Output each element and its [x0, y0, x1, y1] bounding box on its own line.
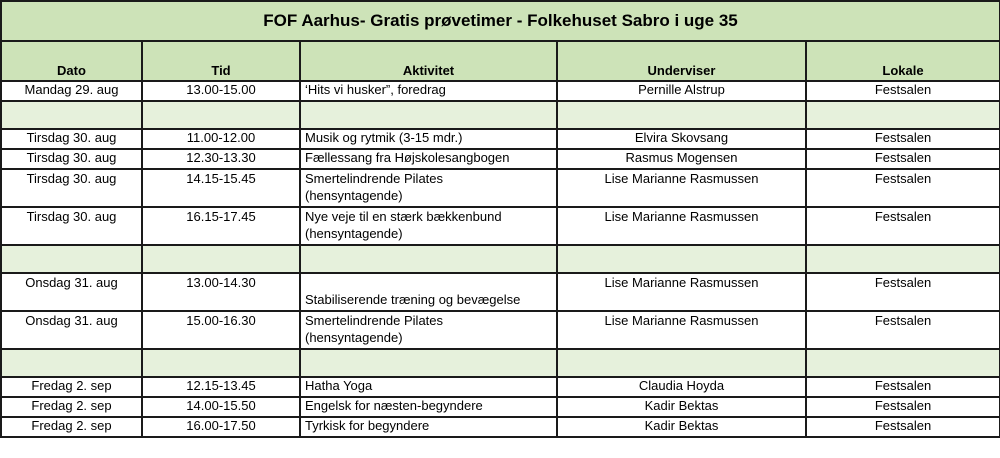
cell-dato: Fredag 2. sep: [1, 397, 142, 417]
header-tid: Tid: [142, 41, 300, 81]
cell-tid: 14.00-15.50: [142, 397, 300, 417]
cell-underviser: Lise Marianne Rasmussen: [557, 273, 806, 311]
cell-lokale: Festsalen: [806, 377, 1000, 397]
aktivitet-line-1: Smertelindrende Pilates: [305, 313, 444, 328]
cell-tid: 12.15-13.45: [142, 377, 300, 397]
cell-dato: Fredag 2. sep: [1, 417, 142, 437]
cell-underviser: Pernille Alstrup: [557, 81, 806, 101]
cell-dato: Tirsdag 30. aug: [1, 169, 142, 207]
cell-lokale: Festsalen: [806, 129, 1000, 149]
table-title: FOF Aarhus- Gratis prøvetimer - Folkehuset Sabro i uge 35: [1, 1, 1000, 41]
aktivitet-line-2: (hensyntagende): [305, 330, 403, 345]
separator-row: [1, 245, 1000, 273]
aktivitet-line-1: Smertelindrende Pilates: [305, 171, 444, 186]
table-row: [1, 397, 1000, 417]
table-row: [1, 169, 1000, 207]
cell-tid: 16.00-17.50: [142, 417, 300, 437]
header-aktivitet: Aktivitet: [300, 41, 557, 81]
table-row: [1, 377, 1000, 397]
cell-dato: Mandag 29. aug: [1, 81, 142, 101]
cell-underviser: Lise Marianne Rasmussen: [557, 311, 806, 349]
header-dato: Dato: [1, 41, 142, 81]
cell-lokale: Festsalen: [806, 81, 1000, 101]
cell-lokale: Festsalen: [806, 273, 1000, 311]
header-underviser: Underviser: [557, 41, 806, 81]
table-row: [1, 207, 1000, 245]
cell-underviser: Kadir Bektas: [557, 397, 806, 417]
table-row: [1, 149, 1000, 169]
cell-lokale: Festsalen: [806, 149, 1000, 169]
separator-row: [1, 349, 1000, 377]
cell-dato: Tirsdag 30. aug: [1, 149, 142, 169]
cell-tid: 14.15-15.45: [142, 169, 300, 207]
cell-aktivitet: Tyrkisk for begyndere: [300, 417, 557, 437]
cell-lokale: Festsalen: [806, 417, 1000, 437]
table-row: [1, 81, 1000, 101]
cell-lokale: Festsalen: [806, 207, 1000, 245]
cell-aktivitet: Fællessang fra Højskolesangbogen: [300, 149, 557, 169]
aktivitet-line-2: (hensyntagende): [305, 188, 403, 203]
cell-dato: Fredag 2. sep: [1, 377, 142, 397]
cell-underviser: Claudia Hoyda: [557, 377, 806, 397]
cell-dato: Onsdag 31. aug: [1, 273, 142, 311]
cell-tid: 13.00-15.00: [142, 81, 300, 101]
cell-dato: Tirsdag 30. aug: [1, 129, 142, 149]
aktivitet-line-1: Nye veje til en stærk bækkenbund: [305, 209, 502, 224]
cell-aktivitet: [300, 311, 557, 349]
cell-underviser: Elvira Skovsang: [557, 129, 806, 149]
cell-underviser: Kadir Bektas: [557, 417, 806, 437]
cell-aktivitet: [300, 207, 557, 245]
cell-aktivitet: [300, 169, 557, 207]
cell-tid: 15.00-16.30: [142, 311, 300, 349]
table-row: [1, 417, 1000, 437]
header-lokale: Lokale: [806, 41, 1000, 81]
aktivitet-line-1: [305, 274, 552, 291]
table-row: [1, 273, 1000, 311]
table-row: [1, 129, 1000, 149]
cell-tid: 11.00-12.00: [142, 129, 300, 149]
header-row: [1, 41, 1000, 81]
cell-tid: 12.30-13.30: [142, 149, 300, 169]
table-row: [1, 311, 1000, 349]
cell-underviser: Rasmus Mogensen: [557, 149, 806, 169]
aktivitet-line-2: (hensyntagende): [305, 226, 403, 241]
cell-aktivitet: Engelsk for næsten-begyndere: [300, 397, 557, 417]
cell-dato: Onsdag 31. aug: [1, 311, 142, 349]
cell-lokale: Festsalen: [806, 311, 1000, 349]
cell-dato: Tirsdag 30. aug: [1, 207, 142, 245]
separator-row: [1, 101, 1000, 129]
aktivitet-line-2: Stabiliserende træning og bevægelse: [305, 292, 521, 307]
cell-lokale: Festsalen: [806, 397, 1000, 417]
cell-underviser: Lise Marianne Rasmussen: [557, 207, 806, 245]
cell-aktivitet: ‘Hits vi husker”, foredrag: [300, 81, 557, 101]
cell-underviser: Lise Marianne Rasmussen: [557, 169, 806, 207]
cell-lokale: Festsalen: [806, 169, 1000, 207]
cell-tid: 16.15-17.45: [142, 207, 300, 245]
cell-aktivitet: Hatha Yoga: [300, 377, 557, 397]
cell-aktivitet: Musik og rytmik (3-15 mdr.): [300, 129, 557, 149]
cell-tid: 13.00-14.30: [142, 273, 300, 311]
cell-aktivitet: [300, 273, 557, 311]
